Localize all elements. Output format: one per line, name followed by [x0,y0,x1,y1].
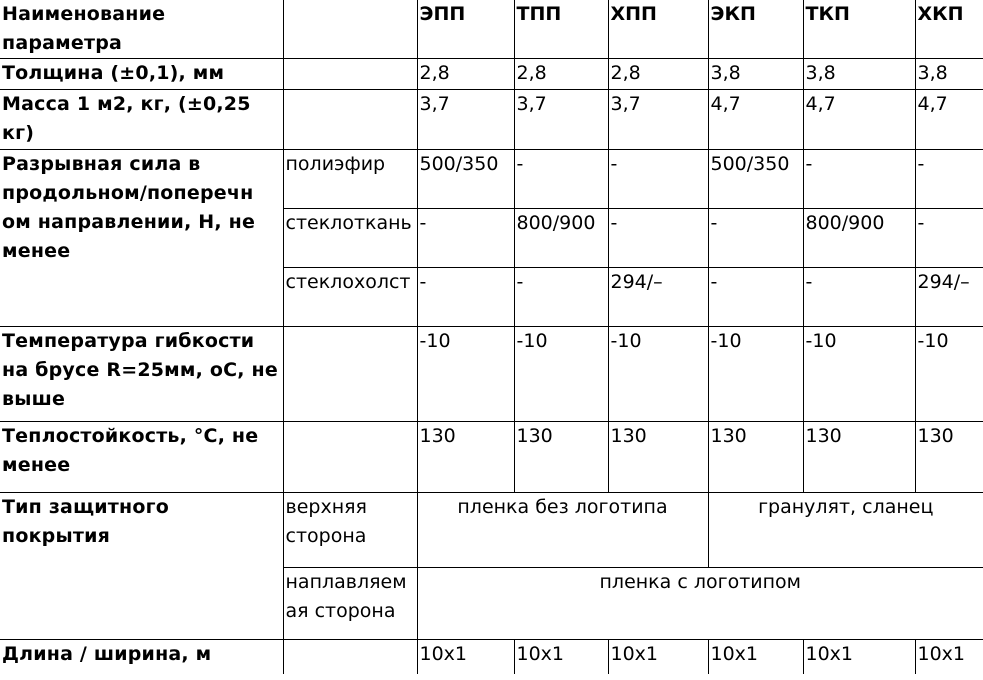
flex-temp-value: -10 [608,327,708,422]
size-value: 10x1 [708,640,803,674]
tensile-value: - [608,209,708,268]
coating-bottom-side-label: наплавляем ая сторона [283,568,417,640]
heat-value: 130 [417,422,514,493]
tensile-value: - [708,268,803,327]
tensile-value: - [803,268,915,327]
mass-value: 3,7 [417,90,514,150]
header-col-ekp: ЭКП [708,0,803,59]
header-col-tpp: ТПП [514,0,608,59]
tensile-base-label: стеклоткань [283,209,417,268]
tensile-value: 500/350 [708,150,803,209]
tensile-value: 294/– [915,268,983,327]
flex-temp-value: -10 [417,327,514,422]
coating-top-group2: гранулят, сланец [708,493,983,568]
flex-temp-value: -10 [803,327,915,422]
tensile-base-label: полиэфир [283,150,417,209]
flex-temp-value: -10 [915,327,983,422]
coating-top-group1: пленка без логотипа [417,493,708,568]
coating-row-top [0,493,983,568]
size-value: 10x1 [803,640,915,674]
header-empty-cell [283,0,417,59]
size-value: 10x1 [915,640,983,674]
tensile-value: - [417,268,514,327]
thickness-label: Толщина (±0,1), мм [0,59,283,90]
mass-value: 4,7 [915,90,983,150]
thickness-value: 2,8 [417,59,514,90]
flex-temp-value: -10 [514,327,608,422]
size-label: Длина / ширина, м [0,640,283,674]
tensile-value: 294/– [608,268,708,327]
thickness-row [0,59,983,90]
thickness-value: 2,8 [514,59,608,90]
coating-label: Тип защитного покрытия [0,493,283,640]
tensile-value: - [514,150,608,209]
header-col-epp: ЭПП [417,0,514,59]
size-value: 10x1 [514,640,608,674]
heat-value: 130 [803,422,915,493]
size-value: 10x1 [608,640,708,674]
size-value: 10x1 [417,640,514,674]
tensile-value: 800/900 [803,209,915,268]
thickness-value: 3,8 [708,59,803,90]
coating-top-side-label: верхняя сторона [283,493,417,568]
mass-value: 3,7 [514,90,608,150]
size-empty-cell [283,640,417,674]
heat-row [0,422,983,493]
flex-temp-row [0,327,983,422]
mass-value: 4,7 [708,90,803,150]
thickness-value: 3,8 [915,59,983,90]
tensile-value: - [417,209,514,268]
tensile-value: - [514,268,608,327]
mass-empty-cell [283,90,417,150]
tensile-value: - [915,150,983,209]
tensile-value: - [803,150,915,209]
mass-value: 4,7 [803,90,915,150]
thickness-empty-cell [283,59,417,90]
flex-temp-label: Температура гибкости на брусе R=25мм, оС, не выше [0,327,283,422]
header-col-tkp: ТКП [803,0,915,59]
tensile-value: - [608,150,708,209]
heat-value: 130 [514,422,608,493]
tensile-value: 500/350 [417,150,514,209]
flex-temp-empty-cell [283,327,417,422]
header-col-hkp: ХКП [915,0,983,59]
tensile-label: Разрывная сила в продольном/поперечн ом направлении, Н, не менее [0,150,283,327]
size-row [0,640,983,674]
heat-value: 130 [608,422,708,493]
tensile-value: - [708,209,803,268]
thickness-value: 3,8 [803,59,915,90]
heat-empty-cell [283,422,417,493]
mass-row [0,90,983,150]
mass-value: 3,7 [608,90,708,150]
heat-label: Теплостойкость, °С, не менее [0,422,283,493]
coating-bottom-all: пленка с логотипом [417,568,983,640]
header-col-hpp: ХПП [608,0,708,59]
heat-value: 130 [708,422,803,493]
header-row [0,0,983,59]
mass-label: Масса 1 м2, кг, (±0,25 кг) [0,90,283,150]
heat-value: 130 [915,422,983,493]
tensile-value: 800/900 [514,209,608,268]
header-param-cell: Наименование параметра [0,0,283,59]
thickness-value: 2,8 [608,59,708,90]
tensile-base-label: стеклохолст [283,268,417,327]
tensile-row-polyester [0,150,983,209]
flex-temp-value: -10 [708,327,803,422]
tensile-value: - [915,209,983,268]
